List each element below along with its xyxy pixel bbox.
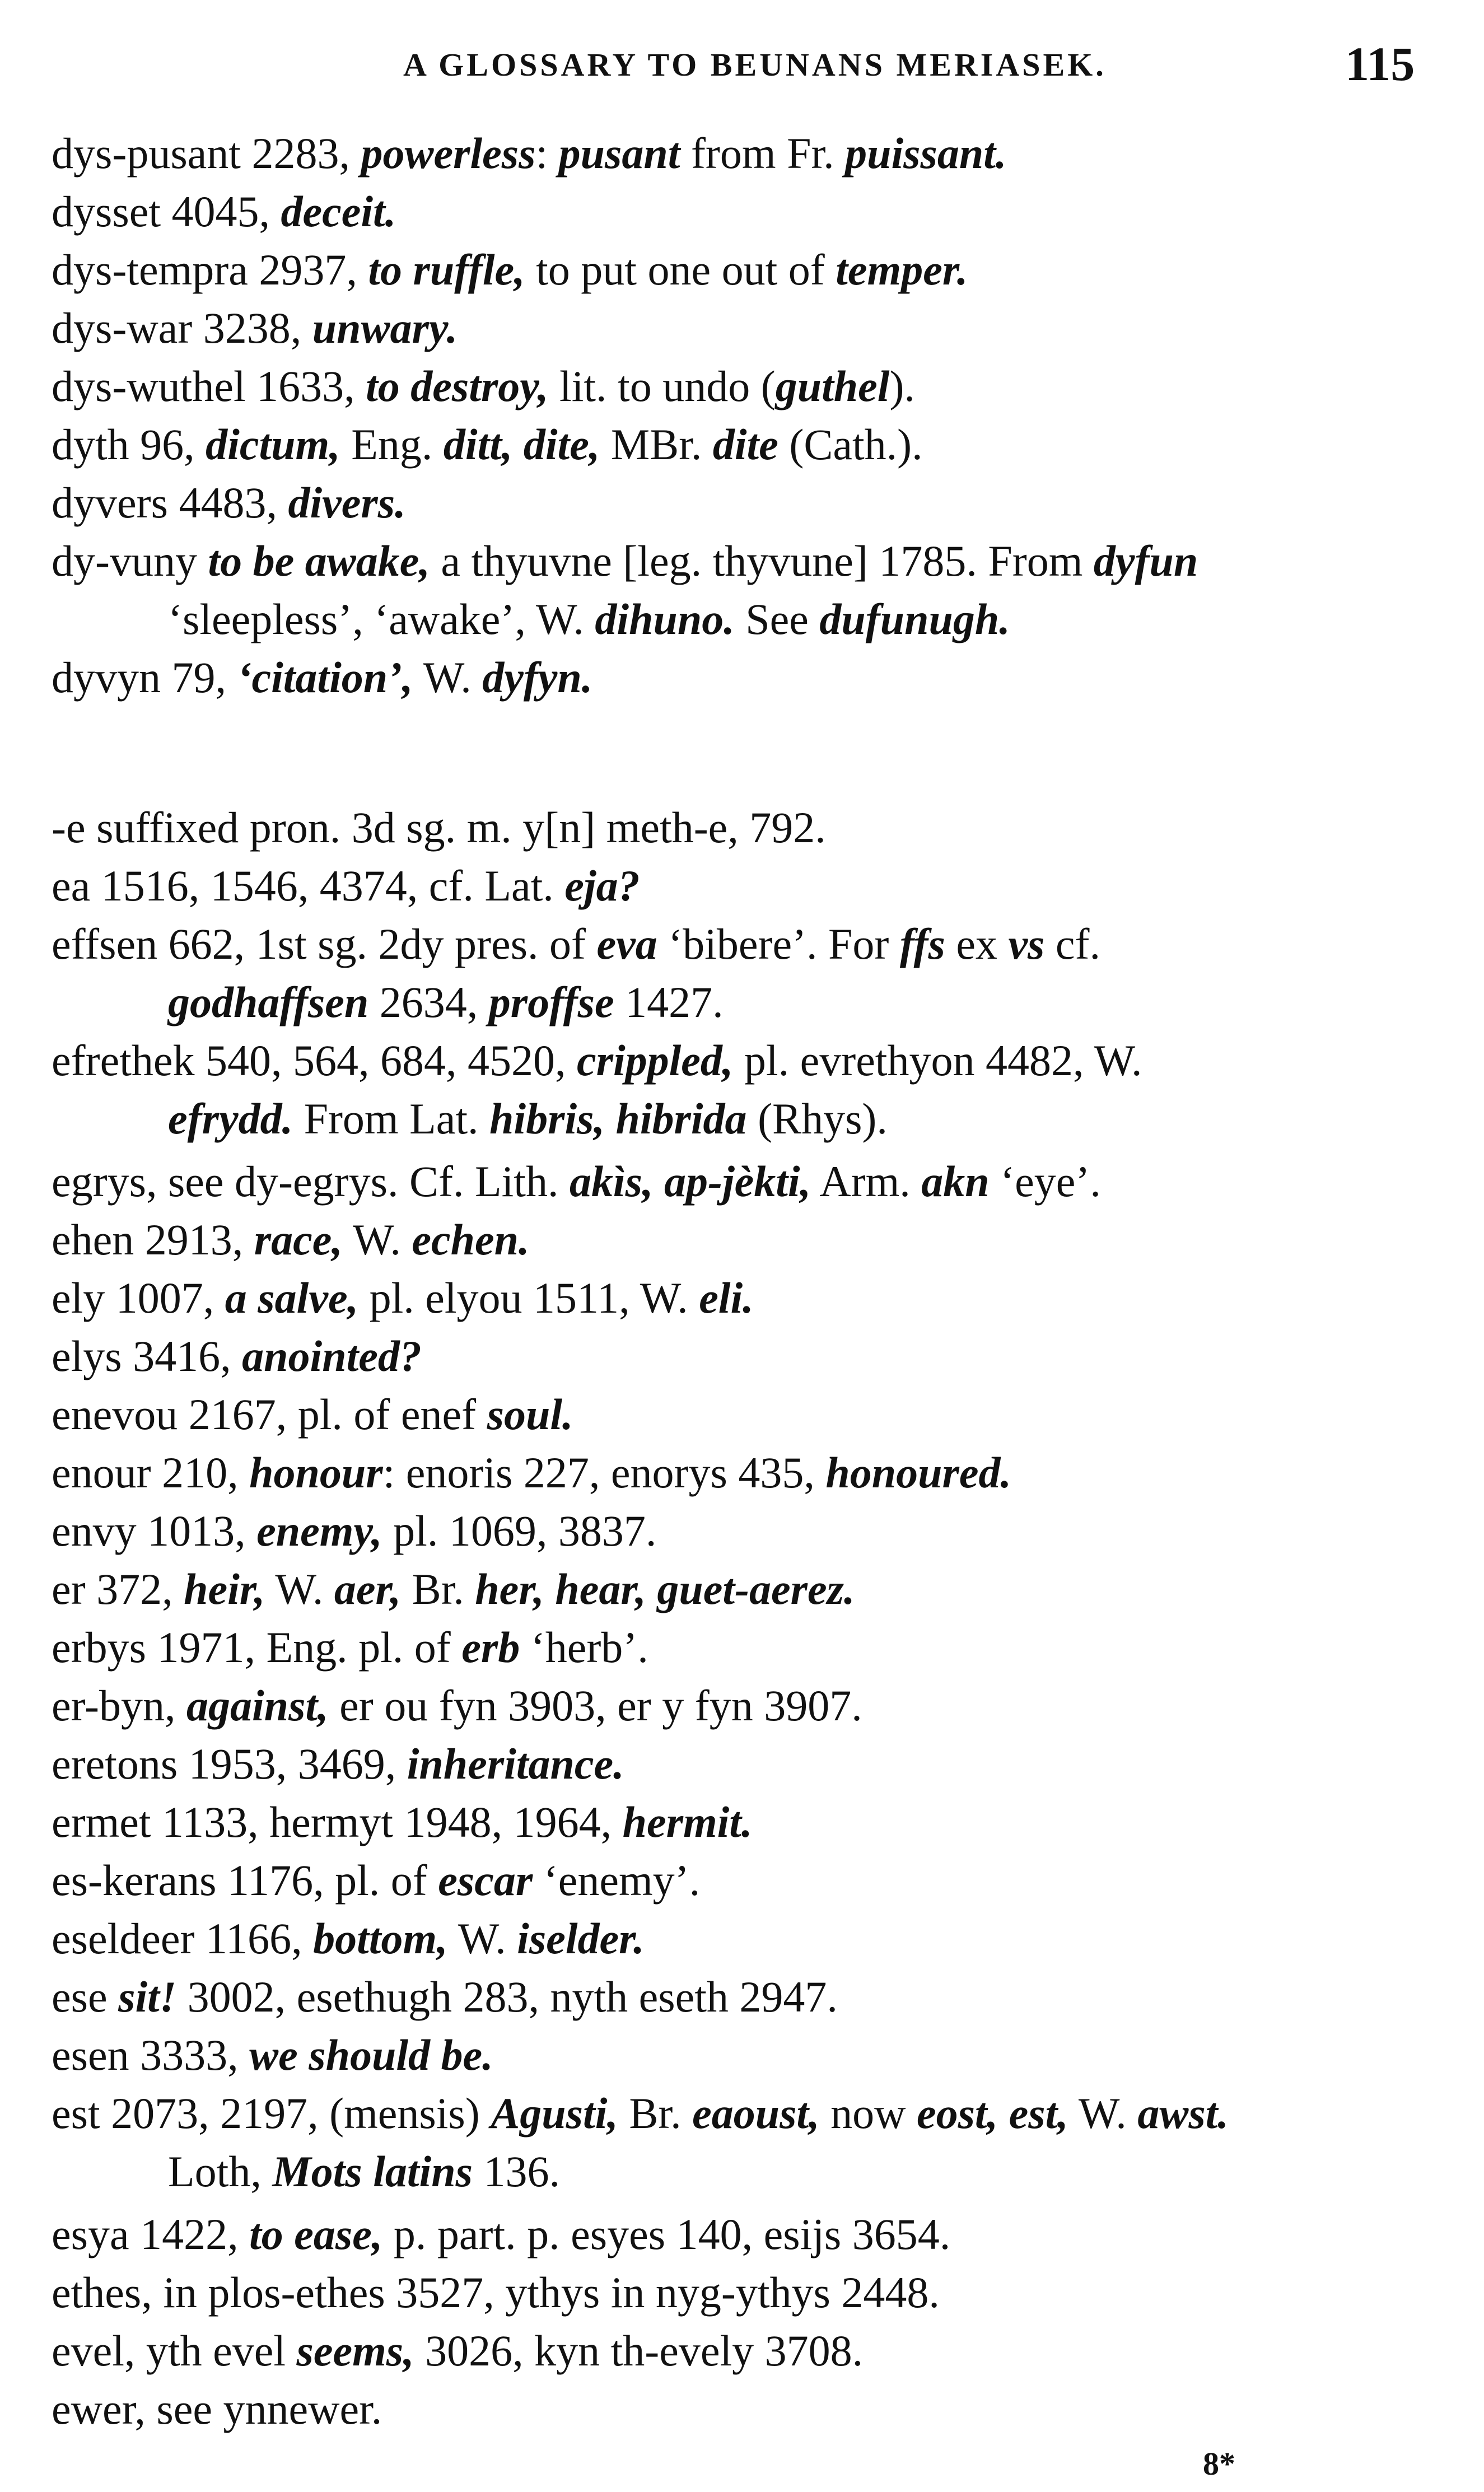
entry-ermet: ermet 1133, hermyt 1948, 1964, hermit. — [52, 1798, 753, 1846]
entry-dyvers: dyvers 4483, divers. — [52, 478, 406, 527]
entry-evel: evel, yth evel seems, 3026, kyn th-evely 3708. — [52, 2326, 864, 2375]
section-gap — [52, 707, 1440, 799]
entry-ea: ea 1516, 1546, 4374, cf. Lat. eja? — [52, 861, 640, 910]
entry-envy: envy 1013, enemy, pl. 1069, 3837. — [52, 1506, 657, 1555]
entry-dys-tempra: dys-tempra 2937, to ruffle, to put one out of temper. — [52, 245, 968, 294]
entry-effsen: effsen 662, 1st sg. 2dy pres. of eva ‘bibere’. For ffs ex vs cf. godhaffsen 2634, proffse 1427. — [52, 915, 1440, 1032]
entry-esya: esya 1422, to ease, p. part. p. esyes 140, esijs 3654. — [52, 2210, 951, 2258]
entry-efrethek: efrethek 540, 564, 684, 4520, crippled, pl. evrethyon 4482, W. efrydd. From Lat. hibris, hibrida (Rhys). — [52, 1032, 1440, 1148]
continuation-line: efrydd. From Lat. hibris, hibrida (Rhys). — [168, 1094, 888, 1143]
running-title: A GLOSSARY TO BEUNANS MERIASEK. — [403, 46, 1107, 83]
entry-est: est 2073, 2197, (mensis) Agusti, Br. eaoust, now eost, est, W. awst. Loth, Mots latins 136. — [52, 2084, 1440, 2201]
entry-er: er 372, heir, W. aer, Br. her, hear, guet-aerez. — [52, 1565, 855, 1613]
entry-enevou: enevou 2167, pl. of enef soul. — [52, 1390, 573, 1439]
entry-elys: elys 3416, anointed? — [52, 1332, 422, 1380]
entry-egrys: egrys, see dy-egrys. Cf. Lith. akìs, ap-jèkti, Arm. akn ‘eye’. — [52, 1157, 1101, 1206]
entry-dyvyn: dyvyn 79, ‘citation’, W. dyfyn. — [52, 653, 593, 702]
entry-es-kerans: es-kerans 1176, pl. of escar ‘enemy’. — [52, 1856, 701, 1905]
entry-enour: enour 210, honour: enoris 227, enorys 435, honoured. — [52, 1448, 1011, 1497]
entry-dysset: dysset 4045, deceit. — [52, 187, 396, 236]
continuation-line: Loth, Mots latins 136. — [168, 2147, 560, 2196]
entry-ely: ely 1007, a salve, pl. elyou 1511, W. eli. — [52, 1273, 754, 1322]
entry-eseldeer: eseldeer 1166, bottom, W. iselder. — [52, 1914, 645, 1963]
running-header — [0, 35, 1484, 96]
entry-eretons: eretons 1953, 3469, inheritance. — [52, 1739, 624, 1788]
continuation-line: ‘sleepless’, ‘awake’, W. dihuno. See dufunugh. — [168, 595, 1010, 643]
entry-er-byn: er-byn, against, er ou fyn 3903, er y fyn 3907. — [52, 1681, 862, 1730]
entry-ehen: ehen 2913, race, W. echen. — [52, 1215, 530, 1264]
glossary-entries — [52, 124, 1440, 2438]
entry-dy-vuny: dy-vuny to be awake, a thyuvne [leg. thyvune] 1785. From dyfun ‘sleepless’, ‘awake’, W. dihuno. See dufunugh. — [52, 532, 1440, 648]
entry-esen: esen 3333, we should be. — [52, 2031, 493, 2079]
continuation-line: godhaffsen 2634, proffse 1427. — [168, 978, 724, 1026]
signature-mark: 8* — [1203, 2446, 1235, 2482]
entry-erbys: erbys 1971, Eng. pl. of erb ‘herb’. — [52, 1623, 648, 1672]
entry-ese: ese sit! 3002, esethugh 283, nyth eseth 2947. — [52, 1972, 838, 2021]
entry-ewer: ewer, see ynnewer. — [52, 2384, 382, 2433]
entry-dys-pusant: dys-pusant 2283, powerless: pusant from Fr. puissant. — [52, 129, 1007, 178]
page-number: 115 — [1345, 37, 1415, 91]
entry-e-suffixed: -e suffixed pron. 3d sg. m. y[n] meth-e, 792. — [52, 803, 826, 852]
entry-ethes: ethes, in plos-ethes 3527, ythys in nyg-ythys 2448. — [52, 2268, 940, 2317]
entry-dys-wuthel: dys-wuthel 1633, to destroy, lit. to undo (guthel). — [52, 362, 915, 410]
entry-dyth: dyth 96, dictum, Eng. ditt, dite, MBr. dite (Cath.). — [52, 420, 923, 469]
entry-dys-war: dys-war 3238, unwary. — [52, 304, 458, 352]
